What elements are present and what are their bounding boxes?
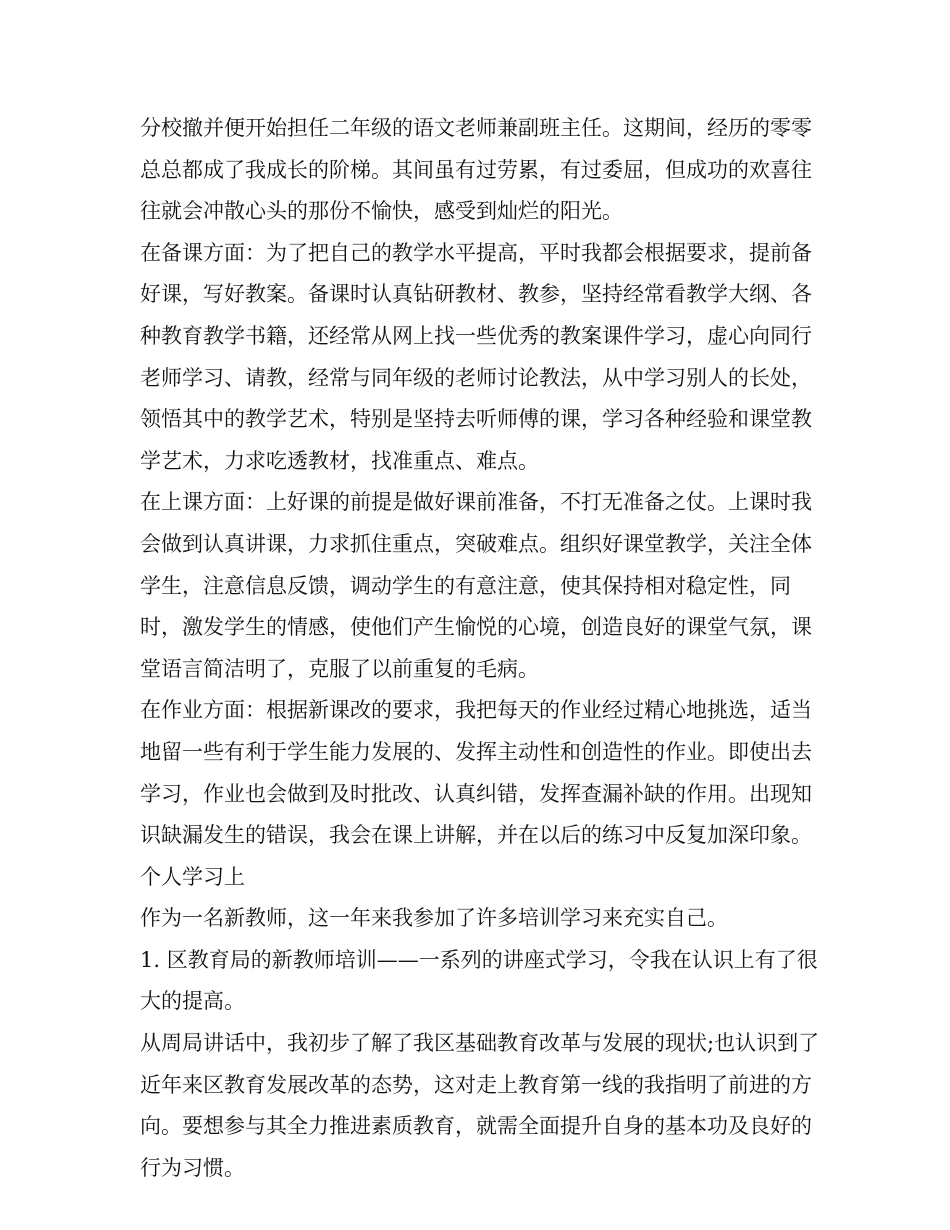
section-heading-personal-study: 个人学习上	[140, 864, 245, 889]
document-body	[140, 108, 830, 1189]
list-item-training-1: 1. 区教育局的新教师培训——一系列的讲座式学习，令我在认识上有了很大的提高。	[140, 947, 818, 1014]
paragraph-teaching-intro: 分校撤并便开始担任二年级的语文老师兼副班主任。这期间，经历的零零总总都成了我成长的阶梯。其间虽有过劳累，有过委屈，但成功的欢喜往往就会冲散心头的那份不愉快，感受到灿烂的阳光。	[140, 116, 812, 224]
paragraph-homework: 在作业方面：根据新课改的要求，我把每天的作业经过精心地挑选，适当地留一些有利于学生能力发展的、发挥主动性和创造性的作业。即使出去学习，作业也会做到及时批改、认真纠错，发挥查漏补缺的作用。出现知识缺漏发生的错误，我会在课上讲解，并在以后的练习中反复加深印象。	[140, 698, 812, 848]
paragraph-speech-reflection: 从周局讲话中，我初步了解了我区基础教育改革与发展的现状;也认识到了近年来区教育发展改革的态势，这对走上教育第一线的我指明了前进的方向。要想参与其全力推进素质教育，就需全面提升自身的基本功及良好的行为习惯。	[140, 1031, 820, 1180]
paragraph-study-intro: 作为一名新教师，这一年来我参加了许多培训学习来充实自己。	[140, 906, 728, 931]
paragraph-class-teaching: 在上课方面：上好课的前提是做好课前准备，不打无准备之仗。上课时我会做到认真讲课，力求抓住重点，突破难点。组织好课堂教学，关注全体学生，注意信息反馈，调动学生的有意注意，使其保持相对稳定性，同时，激发学生的情感，使他们产生愉悦的心境，创造良好的课堂气氛，课堂语言简洁明了，克服了以前重复的毛病。	[140, 490, 812, 681]
paragraph-lesson-prep: 在备课方面：为了把自己的教学水平提高，平时我都会根据要求，提前备好课，写好教案。备课时认真钻研教材、教参，坚持经常看教学大纲、各种教育教学书籍，还经常从网上找一些优秀的教案课件学习，虚心向同行老师学习、请教，经常与同年级的老师讨论教法，从中学习别人的长处，领悟其中的教学艺术，特别是坚持去听师傅的课，学习各种经验和课堂教学艺术，力求吃透教材，找准重点、难点。	[140, 240, 812, 473]
